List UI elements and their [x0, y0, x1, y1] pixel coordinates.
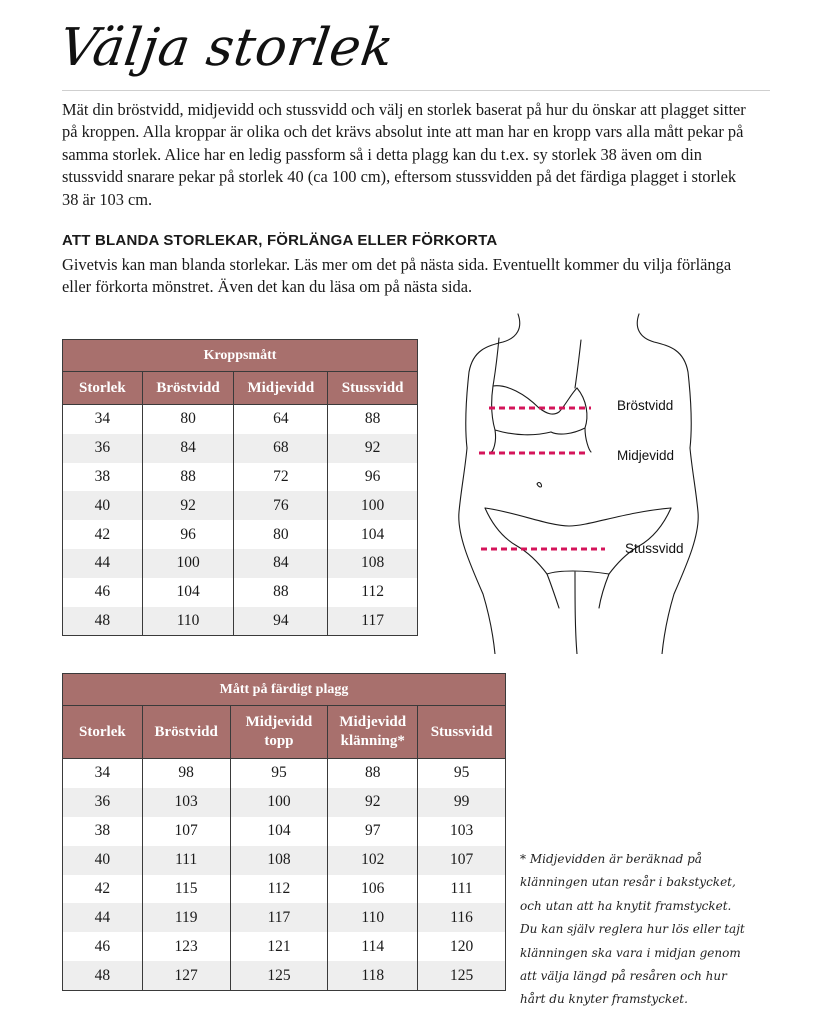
table-cell: 110 — [328, 903, 418, 932]
table-cell: 88 — [328, 405, 418, 434]
table-cell: 42 — [63, 520, 143, 549]
table-cell: 36 — [63, 434, 143, 463]
column-header: Stussvidd — [328, 372, 418, 405]
body-measurements-table — [62, 339, 418, 636]
hip-label: Stussvidd — [625, 541, 684, 556]
table-cell: 127 — [142, 961, 230, 990]
table-cell: 99 — [418, 788, 506, 817]
table-cell: 64 — [234, 405, 328, 434]
table-row — [63, 434, 418, 463]
table-cell: 88 — [142, 463, 234, 492]
table-cell: 84 — [234, 549, 328, 578]
waist-footnote: * Midjevidden är beräknad på klänningen utan resår i bakstycket, och utan att ha knytit framstycket. Du kan själv reglera hur lös eller tajt klänningen ska vara i midjan genom att välja längd på resåren och hur hårt du knyter framstycket. — [520, 852, 745, 1007]
table-cell: 88 — [328, 759, 418, 788]
table-cell: 120 — [418, 932, 506, 961]
table-cell: 48 — [63, 607, 143, 636]
table-cell: 48 — [63, 961, 143, 990]
table-cell: 34 — [63, 759, 143, 788]
column-header: Midjevidd klänning* — [328, 706, 418, 759]
table-cell: 97 — [328, 817, 418, 846]
table-row — [63, 607, 418, 636]
table-header-row — [63, 706, 506, 759]
table-cell: 76 — [234, 491, 328, 520]
table-cell: 44 — [63, 549, 143, 578]
table-row — [63, 520, 418, 549]
table-cell: 111 — [418, 875, 506, 904]
table-cell: 92 — [328, 434, 418, 463]
table-cell: 46 — [63, 932, 143, 961]
garment-measurements-table — [62, 673, 506, 991]
table-cell: 107 — [418, 846, 506, 875]
table-cell: 92 — [328, 788, 418, 817]
table-cell: 46 — [63, 578, 143, 607]
section-heading: ATT BLANDA STORLEKAR, FÖRLÄNGA ELLER FÖRKORTA — [62, 232, 498, 249]
table-cell: 111 — [142, 846, 230, 875]
table-cell: 38 — [63, 463, 143, 492]
table-cell: 123 — [142, 932, 230, 961]
column-header: Stussvidd — [418, 706, 506, 759]
table-cell: 117 — [328, 607, 418, 636]
table-row — [63, 846, 506, 875]
table-cell: 103 — [418, 817, 506, 846]
table-cell: 92 — [142, 491, 234, 520]
column-header: Storlek — [63, 706, 143, 759]
table-cell: 100 — [142, 549, 234, 578]
table-cell: 115 — [142, 875, 230, 904]
table-cell: 96 — [142, 520, 234, 549]
column-header: Bröstvidd — [142, 706, 230, 759]
table-cell: 72 — [234, 463, 328, 492]
table-cell: 100 — [230, 788, 328, 817]
column-header: Midjevidd — [234, 372, 328, 405]
table-cell: 125 — [418, 961, 506, 990]
table-cell: 108 — [328, 549, 418, 578]
table-cell: 34 — [63, 405, 143, 434]
table-row — [63, 788, 506, 817]
waist-label: Midjevidd — [617, 448, 675, 463]
table-cell: 121 — [230, 932, 328, 961]
table-row — [63, 875, 506, 904]
table-row — [63, 405, 418, 434]
table-cell: 38 — [63, 817, 143, 846]
table-cell: 80 — [234, 520, 328, 549]
table-row — [63, 759, 506, 788]
table-cell: 40 — [63, 846, 143, 875]
table-cell: 118 — [328, 961, 418, 990]
table-cell: 112 — [328, 578, 418, 607]
table-cell: 112 — [230, 875, 328, 904]
bust-label: Bröstvidd — [617, 398, 674, 413]
table-cell: 103 — [142, 788, 230, 817]
table-caption: Mått på färdigt plagg — [63, 674, 506, 706]
table-cell: 104 — [230, 817, 328, 846]
body-outline-illustration — [455, 312, 705, 654]
table-cell: 96 — [328, 463, 418, 492]
table-cell: 68 — [234, 434, 328, 463]
table-cell: 88 — [234, 578, 328, 607]
table-cell: 95 — [230, 759, 328, 788]
body-measurement-figure — [455, 312, 705, 654]
table-cell: 80 — [142, 405, 234, 434]
section-paragraph: Givetvis kan man blanda storlekar. Läs mer om det på nästa sida. Eventuellt kommer du vilja förlänga eller förkorta mönstret. Även det kan du läsa om på nästa sida. — [62, 255, 732, 297]
table-cell: 44 — [63, 903, 143, 932]
table-cell: 107 — [142, 817, 230, 846]
table-row — [63, 817, 506, 846]
table-cell: 104 — [142, 578, 234, 607]
table-cell: 98 — [142, 759, 230, 788]
table-cell: 42 — [63, 875, 143, 904]
table-row — [63, 578, 418, 607]
table-cell: 117 — [230, 903, 328, 932]
table-header-row — [63, 372, 418, 405]
table-row — [63, 463, 418, 492]
title-divider — [62, 90, 770, 91]
table-cell: 100 — [328, 491, 418, 520]
table-cell: 125 — [230, 961, 328, 990]
intro-paragraph: Mät din bröstvidd, midjevidd och stussvidd och välj en storlek baserat på hur du önskar att plagget sitter på kroppen. Alla kroppar är olika och det krävs absolut inte att man har en kropp vars alla mått pekar på samma storlek. Alice har en ledig passform så i detta plagg kan du t.ex. sy storlek 38 även om din stussvidd snarare pekar på storlek 40 (ca 100 cm), eftersom stussvidden på det färdiga plagget i storlek 38 är 103 cm. — [62, 100, 746, 209]
table-cell: 40 — [63, 491, 143, 520]
table-cell: 119 — [142, 903, 230, 932]
column-header: Midjevidd topp — [230, 706, 328, 759]
table-cell: 94 — [234, 607, 328, 636]
page-title: Välja storlek — [55, 18, 398, 78]
table-row — [63, 961, 506, 990]
table-cell: 36 — [63, 788, 143, 817]
column-header: Bröstvidd — [142, 372, 234, 405]
table-cell: 110 — [142, 607, 234, 636]
table-cell: 116 — [418, 903, 506, 932]
table-cell: 95 — [418, 759, 506, 788]
table-row — [63, 491, 418, 520]
table-row — [63, 549, 418, 578]
table-cell: 114 — [328, 932, 418, 961]
table-cell: 106 — [328, 875, 418, 904]
table-row — [63, 903, 506, 932]
table-cell: 108 — [230, 846, 328, 875]
table-row — [63, 932, 506, 961]
table-cell: 84 — [142, 434, 234, 463]
table-cell: 102 — [328, 846, 418, 875]
table-cell: 104 — [328, 520, 418, 549]
table-caption: Kroppsmått — [63, 340, 418, 372]
column-header: Storlek — [63, 372, 143, 405]
